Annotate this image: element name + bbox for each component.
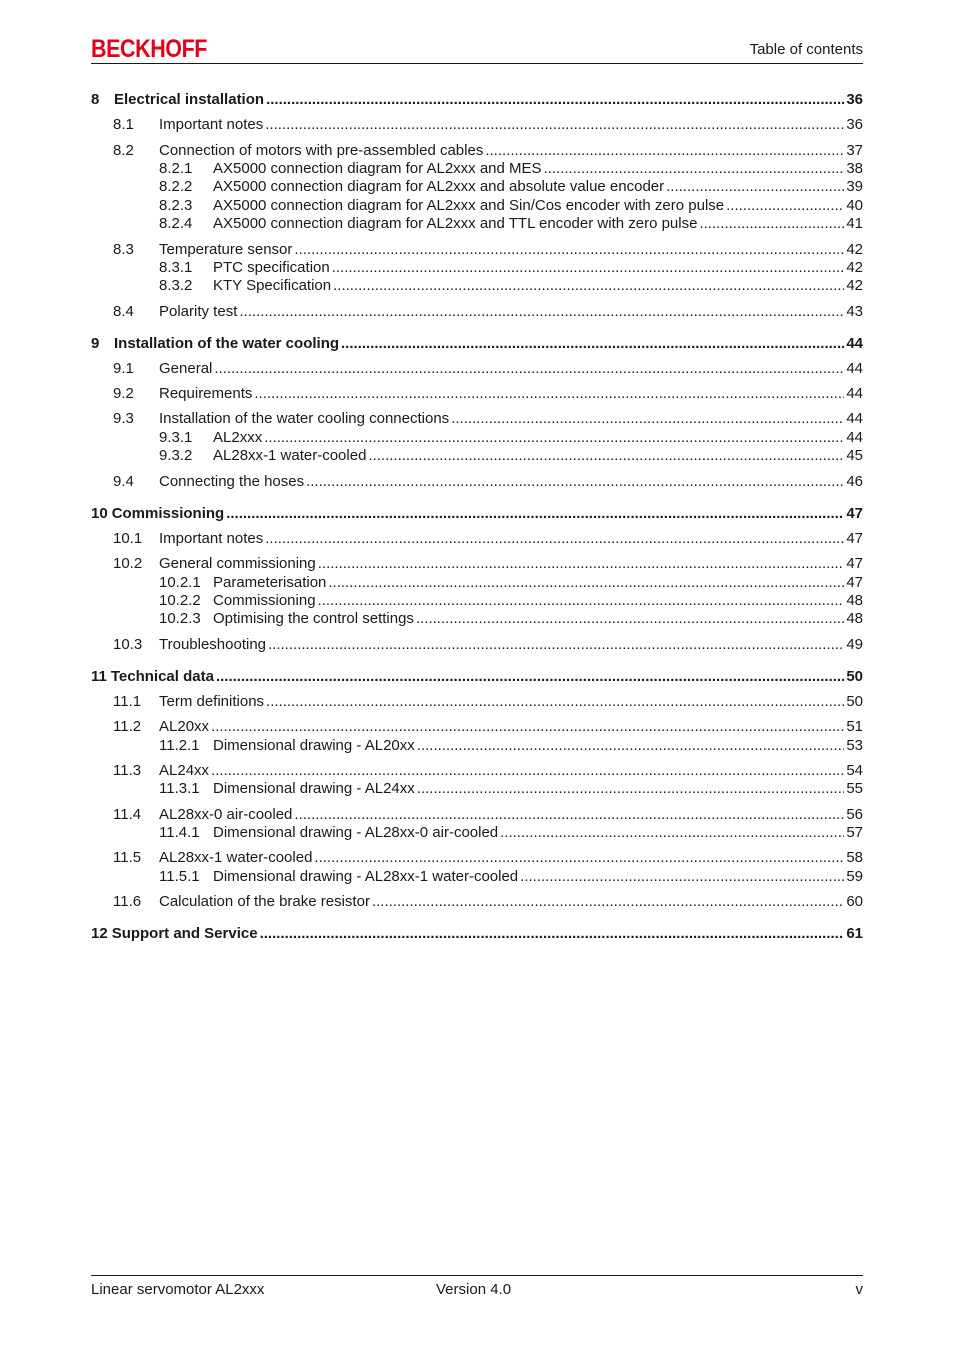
toc-entry[interactable] xyxy=(91,574,863,592)
toc-entry-number: 11.2.1 xyxy=(159,737,200,754)
toc-entry-title: Dimensional drawing - AL28xx-1 water-cooled xyxy=(213,868,519,885)
toc-leader-dots xyxy=(266,693,844,711)
footer-center: Version 4.0 xyxy=(436,1281,512,1298)
toc-entry-page: 41 xyxy=(846,215,863,232)
toc-entry[interactable] xyxy=(91,335,863,353)
toc-entry-title: AX5000 connection diagram for AL2xxx and TTL encoder with zero pulse xyxy=(213,215,698,232)
toc-leader-dots xyxy=(314,849,844,867)
toc-leader-dots xyxy=(368,447,844,465)
toc-leader-dots xyxy=(372,893,844,911)
toc-entry[interactable] xyxy=(91,360,863,378)
toc-entry-page: 43 xyxy=(846,303,863,320)
toc-entry-title: Polarity test xyxy=(159,303,238,320)
toc-entry-title: AL28xx-1 water-cooled xyxy=(159,849,313,866)
header-title: Table of contents xyxy=(749,41,863,58)
toc-entry-title: Connection of motors with pre-assembled cables xyxy=(159,142,484,159)
toc-entry-number: 8.2.1 xyxy=(159,160,193,177)
toc-entry-number: 12 xyxy=(91,925,108,942)
toc-entry-title: AL24xx xyxy=(159,762,210,779)
toc-entry-page: 47 xyxy=(846,505,863,522)
toc-entry-number: 8.2.3 xyxy=(159,197,193,214)
toc-leader-dots xyxy=(266,91,844,109)
toc-entry[interactable] xyxy=(91,693,863,711)
toc-entry-page: 47 xyxy=(846,555,863,572)
toc-entry[interactable] xyxy=(91,893,863,911)
toc-entry-number: 11.4 xyxy=(113,806,142,823)
footer-rule xyxy=(91,1275,863,1276)
toc-entry[interactable] xyxy=(91,473,863,491)
toc-leader-dots xyxy=(332,259,845,277)
toc-leader-dots xyxy=(544,160,845,178)
toc-entry[interactable] xyxy=(91,530,863,548)
toc-entry-page: 42 xyxy=(846,259,863,276)
toc-entry[interactable] xyxy=(91,555,863,573)
toc-leader-dots xyxy=(264,429,844,447)
toc-leader-dots xyxy=(666,178,844,196)
toc-leader-dots xyxy=(226,505,844,523)
toc-entry-number: 9.2 xyxy=(113,385,134,402)
toc-leader-dots xyxy=(451,410,844,428)
toc-entry[interactable] xyxy=(91,610,863,628)
toc-entry-title: AL28xx-0 air-cooled xyxy=(159,806,293,823)
toc-entry[interactable] xyxy=(91,215,863,233)
toc-entry-page: 42 xyxy=(846,241,863,258)
toc-entry[interactable] xyxy=(91,91,863,109)
toc-entry[interactable] xyxy=(91,178,863,196)
toc-entry-page: 60 xyxy=(846,893,863,910)
toc-entry-page: 40 xyxy=(846,197,863,214)
logo: BECKHOFF xyxy=(91,35,208,63)
toc-entry-number: 10.2.1 xyxy=(159,574,201,591)
toc-leader-dots xyxy=(294,806,844,824)
toc-entry-title: AX5000 connection diagram for AL2xxx and MES xyxy=(213,160,542,177)
toc-entry-title: Connecting the hoses xyxy=(159,473,305,490)
toc-entry-title: Requirements xyxy=(159,385,253,402)
toc-entry-title: Commissioning xyxy=(213,592,316,609)
toc-entry-title: Installation of the water cooling connections xyxy=(159,410,450,427)
toc-entry-title: Term definitions xyxy=(159,693,265,710)
toc-entry-number: 11.1 xyxy=(113,693,142,710)
toc-entry-number: 10.2.3 xyxy=(159,610,201,627)
toc-entry-page: 47 xyxy=(846,530,863,547)
toc-entry-number: 11.6 xyxy=(113,893,142,910)
toc-entry-title: General commissioning xyxy=(159,555,316,572)
toc-entry-title: General xyxy=(159,360,213,377)
toc-entry-number: 10.3 xyxy=(113,636,143,653)
toc-entry-number: 11.3 xyxy=(113,762,142,779)
toc-leader-dots xyxy=(500,824,844,842)
toc-entry-page: 38 xyxy=(846,160,863,177)
toc-entry-page: 36 xyxy=(846,116,863,133)
toc-leader-dots xyxy=(333,277,844,295)
toc-entry-page: 44 xyxy=(846,410,863,427)
toc-leader-dots xyxy=(341,335,844,353)
toc-entry-title: AL2xxx xyxy=(213,429,263,446)
toc-entry[interactable] xyxy=(91,737,863,755)
toc-entry-page: 47 xyxy=(846,574,863,591)
toc-leader-dots xyxy=(294,241,844,259)
toc-entry[interactable] xyxy=(91,806,863,824)
toc-entry-number: 9.3.1 xyxy=(159,429,193,446)
toc-entry-title: Important notes xyxy=(159,530,264,547)
toc-entry-title: KTY Specification xyxy=(213,277,332,294)
toc-entry[interactable] xyxy=(91,259,863,277)
toc-leader-dots xyxy=(239,303,844,321)
toc-entry-page: 55 xyxy=(846,780,863,797)
toc-entry-title: Electrical installation xyxy=(114,91,265,108)
toc-entry-number: 8.1 xyxy=(113,116,134,133)
toc-leader-dots xyxy=(328,574,844,592)
toc-entry-number: 9 xyxy=(91,335,100,352)
toc-entry-number: 11.3.1 xyxy=(159,780,200,797)
toc-entry-title: Installation of the water cooling xyxy=(114,335,340,352)
toc-entry-title: PTC specification xyxy=(213,259,330,276)
toc-entry-page: 56 xyxy=(846,806,863,823)
toc-entry-page: 44 xyxy=(846,335,863,352)
toc-entry-title: Commissioning xyxy=(111,505,225,522)
toc-entry-page: 54 xyxy=(846,762,863,779)
toc-entry[interactable] xyxy=(91,636,863,654)
toc-leader-dots xyxy=(417,780,845,798)
toc-entry[interactable] xyxy=(91,868,863,886)
toc-leader-dots xyxy=(260,925,845,943)
toc-leader-dots xyxy=(216,668,844,686)
toc-entry-title: Support and Service xyxy=(111,925,258,942)
toc-entry-number: 10.1 xyxy=(113,530,143,547)
toc-entry-title: Important notes xyxy=(159,116,264,133)
toc-entry[interactable] xyxy=(91,505,863,523)
toc-entry[interactable] xyxy=(91,849,863,867)
toc-entry-title: Technical data xyxy=(110,668,214,685)
toc-entry-number: 9.4 xyxy=(113,473,134,490)
toc-entry-number: 10.2.2 xyxy=(159,592,201,609)
toc-entry-page: 57 xyxy=(846,824,863,841)
toc-leader-dots xyxy=(485,142,844,160)
toc-entry[interactable] xyxy=(91,762,863,780)
toc-leader-dots xyxy=(254,385,844,403)
toc-entry-page: 48 xyxy=(846,610,863,627)
toc-leader-dots xyxy=(214,360,844,378)
toc-leader-dots xyxy=(265,530,844,548)
toc-entry-title: AL28xx-1 water-cooled xyxy=(213,447,367,464)
toc-entry-page: 49 xyxy=(846,636,863,653)
toc-entry-number: 8.2.2 xyxy=(159,178,193,195)
toc-entry[interactable] xyxy=(91,241,863,259)
toc-leader-dots xyxy=(318,555,845,573)
toc-entry-number: 10 xyxy=(91,505,108,522)
toc-entry-title: AL20xx xyxy=(159,718,210,735)
toc-entry-title: Optimising the control settings xyxy=(213,610,414,627)
toc-entry-page: 50 xyxy=(846,693,863,710)
toc-entry-number: 9.3.2 xyxy=(159,447,193,464)
toc-leader-dots xyxy=(268,636,844,654)
toc-entry-page: 36 xyxy=(846,91,863,108)
toc-entry-number: 9.3 xyxy=(113,410,134,427)
toc-entry-page: 39 xyxy=(846,178,863,195)
toc-entry[interactable] xyxy=(91,116,863,134)
toc-leader-dots xyxy=(520,868,844,886)
toc-entry[interactable] xyxy=(91,668,863,686)
toc-leader-dots xyxy=(306,473,844,491)
toc-entry-number: 8.2.4 xyxy=(159,215,193,232)
toc-entry-page: 45 xyxy=(846,447,863,464)
toc-leader-dots xyxy=(211,718,844,736)
header-rule xyxy=(91,63,863,64)
toc-entry-number: 8.3.2 xyxy=(159,277,193,294)
toc-entry-page: 44 xyxy=(846,429,863,446)
toc-leader-dots xyxy=(211,762,844,780)
toc-entry[interactable] xyxy=(91,277,863,295)
toc-entry-page: 50 xyxy=(846,668,863,685)
toc-entry[interactable] xyxy=(91,160,863,178)
toc-entry[interactable] xyxy=(91,447,863,465)
toc-entry[interactable] xyxy=(91,780,863,798)
toc-entry-number: 8 xyxy=(91,91,100,108)
toc-entry-page: 44 xyxy=(846,360,863,377)
toc-entry-number: 11.4.1 xyxy=(159,824,200,841)
toc-entry[interactable] xyxy=(91,592,863,610)
toc-entry[interactable] xyxy=(91,925,863,943)
toc-entry-page: 44 xyxy=(846,385,863,402)
toc-entry-number: 9.1 xyxy=(113,360,134,377)
toc-entry[interactable] xyxy=(91,429,863,447)
toc-entry-page: 61 xyxy=(846,925,863,942)
toc-entry[interactable] xyxy=(91,197,863,215)
toc-entry-page: 42 xyxy=(846,277,863,294)
toc-entry-page: 37 xyxy=(846,142,863,159)
toc-entry-title: Dimensional drawing - AL28xx-0 air-cooled xyxy=(213,824,499,841)
toc-entry-title: Temperature sensor xyxy=(159,241,293,258)
toc-entry-title: Dimensional drawing - AL20xx xyxy=(213,737,415,754)
toc-entry-page: 59 xyxy=(846,868,863,885)
toc-entry-number: 11.2 xyxy=(113,718,142,735)
toc-entry-title: Parameterisation xyxy=(213,574,327,591)
toc-leader-dots xyxy=(318,592,845,610)
toc-entry-page: 51 xyxy=(846,718,863,735)
toc-entry-number: 8.4 xyxy=(113,303,134,320)
toc-leader-dots xyxy=(416,610,844,628)
footer-right: v xyxy=(855,1281,863,1298)
toc-entry[interactable] xyxy=(91,824,863,842)
toc-entry-title: Calculation of the brake resistor xyxy=(159,893,370,910)
toc-entry-title: Troubleshooting xyxy=(159,636,267,653)
toc-leader-dots xyxy=(417,737,845,755)
toc-entry[interactable] xyxy=(91,385,863,403)
toc-entry-page: 53 xyxy=(846,737,863,754)
toc-entry-page: 48 xyxy=(846,592,863,609)
toc-entry-number: 8.3.1 xyxy=(159,259,193,276)
toc-entry-number: 10.2 xyxy=(113,555,143,572)
toc-leader-dots xyxy=(265,116,844,134)
toc-entry[interactable] xyxy=(91,718,863,736)
toc-entry-number: 11 xyxy=(91,668,107,685)
toc-entry-title: Dimensional drawing - AL24xx xyxy=(213,780,415,797)
toc-entry-title: AX5000 connection diagram for AL2xxx and absolute value encoder xyxy=(213,178,665,195)
toc-entry-number: 11.5 xyxy=(113,849,142,866)
toc-entry-number: 8.2 xyxy=(113,142,134,159)
toc-leader-dots xyxy=(699,215,844,233)
toc-entry[interactable] xyxy=(91,303,863,321)
toc-entry[interactable] xyxy=(91,410,863,428)
toc-entry-page: 46 xyxy=(846,473,863,490)
toc-entry-number: 8.3 xyxy=(113,241,134,258)
toc-leader-dots xyxy=(726,197,844,215)
toc-entry-page: 58 xyxy=(846,849,863,866)
toc-entry[interactable] xyxy=(91,142,863,160)
toc-entry-title: AX5000 connection diagram for AL2xxx and Sin/Cos encoder with zero pulse xyxy=(213,197,725,214)
toc-entry-number: 11.5.1 xyxy=(159,868,200,885)
footer-left: Linear servomotor AL2xxx xyxy=(91,1281,265,1298)
